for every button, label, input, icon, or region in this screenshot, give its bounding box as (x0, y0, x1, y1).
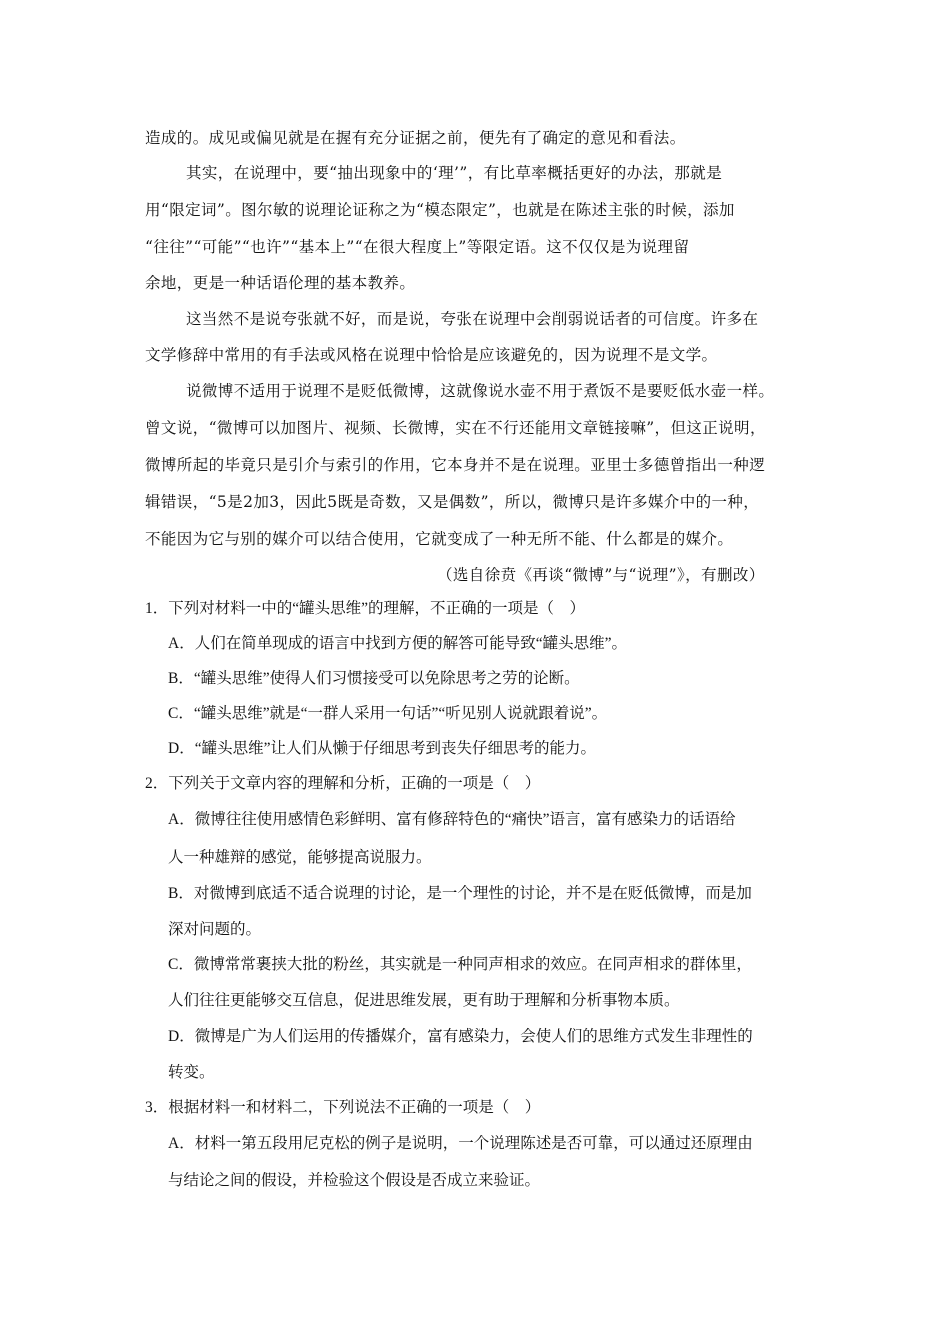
passage-line: 造成的。成见或偏见就是在握有充分证据之前，便先有了确定的意见和看法。 (145, 129, 686, 147)
question-3-stem: 3．根据材料一和材料二，下列说法不正确的一项是（ ） (145, 1099, 541, 1116)
question-2-option-a: A．微博往往使用感情色彩鲜明、富有修辞特色的“痛快”语言，富有感染力的话语给 (168, 811, 736, 828)
passage-line: 其实，在说理中，要“抽出现象中的‘理’”，有比草率概括更好的办法，那就是 (186, 164, 723, 182)
question-2-option-b-cont: 深对问题的。 (168, 921, 262, 938)
passage-line: 辑错误，“5是2加3，因此5既是奇数，又是偶数”，所以，微博只是许多媒介中的一种， (145, 493, 760, 511)
passage-line: 用“限定词”。图尔敏的说理论证称之为“模态限定”，也就是在陈述主张的时候，添加 (145, 201, 735, 219)
question-1-option-c: C．“罐头思维”就是“一群人采用一句话”“听见别人说就跟着说”。 (168, 705, 608, 722)
question-2-option-a-cont: 人一种雄辩的感觉，能够提高说服力。 (168, 849, 432, 866)
question-2-option-b: B．对微博到底适不适合说理的讨论，是一个理性的讨论，并不是在贬低微博，而是加 (168, 885, 752, 902)
passage-line: 这当然不是说夸张就不好，而是说，夸张在说理中会削弱说话者的可信度。许多在 (186, 310, 759, 328)
question-1-stem: 1．下列对材料一中的“罐头思维”的理解，不正确的一项是（ ） (145, 600, 586, 617)
passage-line: 说微博不适用于说理不是贬低微博，这就像说水壶不用于煮饭不是要贬低水壶一样。 (186, 382, 775, 400)
question-1-option-b: B．“罐头思维”使得人们习惯接受可以免除思考之劳的论断。 (168, 670, 580, 687)
question-2-stem: 2．下列关于文章内容的理解和分析，正确的一项是（ ） (145, 775, 541, 792)
passage-line: 曾文说，“微博可以加图片、视频、长微博，实在不行还能用文章链接嘛”，但这正说明， (145, 419, 766, 437)
question-2-option-d-cont: 转变。 (168, 1064, 215, 1081)
question-1-option-d: D．“罐头思维”让人们从懒于仔细思考到丧失仔细思考的能力。 (168, 740, 596, 757)
passage-source: （选自徐贲《再谈“微博”与“说理”》，有删改） (437, 566, 765, 584)
question-3-option-a-cont: 与结论之间的假设，并检验这个假设是否成立来验证。 (168, 1172, 541, 1189)
question-2-option-c-cont: 人们往往更能够交互信息，促进思维发展，更有助于理解和分析事物本质。 (168, 992, 680, 1009)
passage-line: 微博所起的毕竟只是引介与索引的作用，它本身并不是在说理。亚里士多德曾指出一种逻 (145, 456, 766, 474)
question-1-option-a: A．人们在简单现成的语言中找到方便的解答可能导致“罐头思维”。 (168, 635, 627, 652)
passage-line: “往往”“可能”“也许”“基本上”“在很大程度上”等限定语。这不仅仅是为说理留 (145, 238, 690, 256)
passage-line: 不能因为它与别的媒介可以结合使用，它就变成了一种无所不能、什么都是的媒介。 (145, 530, 734, 548)
question-2-option-d: D．微博是广为人们运用的传播媒介，富有感染力，会使人们的思维方式发生非理性的 (168, 1028, 753, 1045)
passage-line: 文学修辞中常用的有手法或风格在说理中恰恰是应该避免的，因为说理不是文学。 (145, 346, 718, 364)
passage-line: 余地，更是一种话语伦理的基本教养。 (145, 274, 416, 292)
question-2-option-c: C．微博常常裹挟大批的粉丝，其实就是一种同声相求的效应。在同声相求的群体里， (168, 956, 752, 973)
question-3-option-a: A．材料一第五段用尼克松的例子是说明，一个说理陈述是否可靠，可以通过还原理由 (168, 1135, 753, 1152)
